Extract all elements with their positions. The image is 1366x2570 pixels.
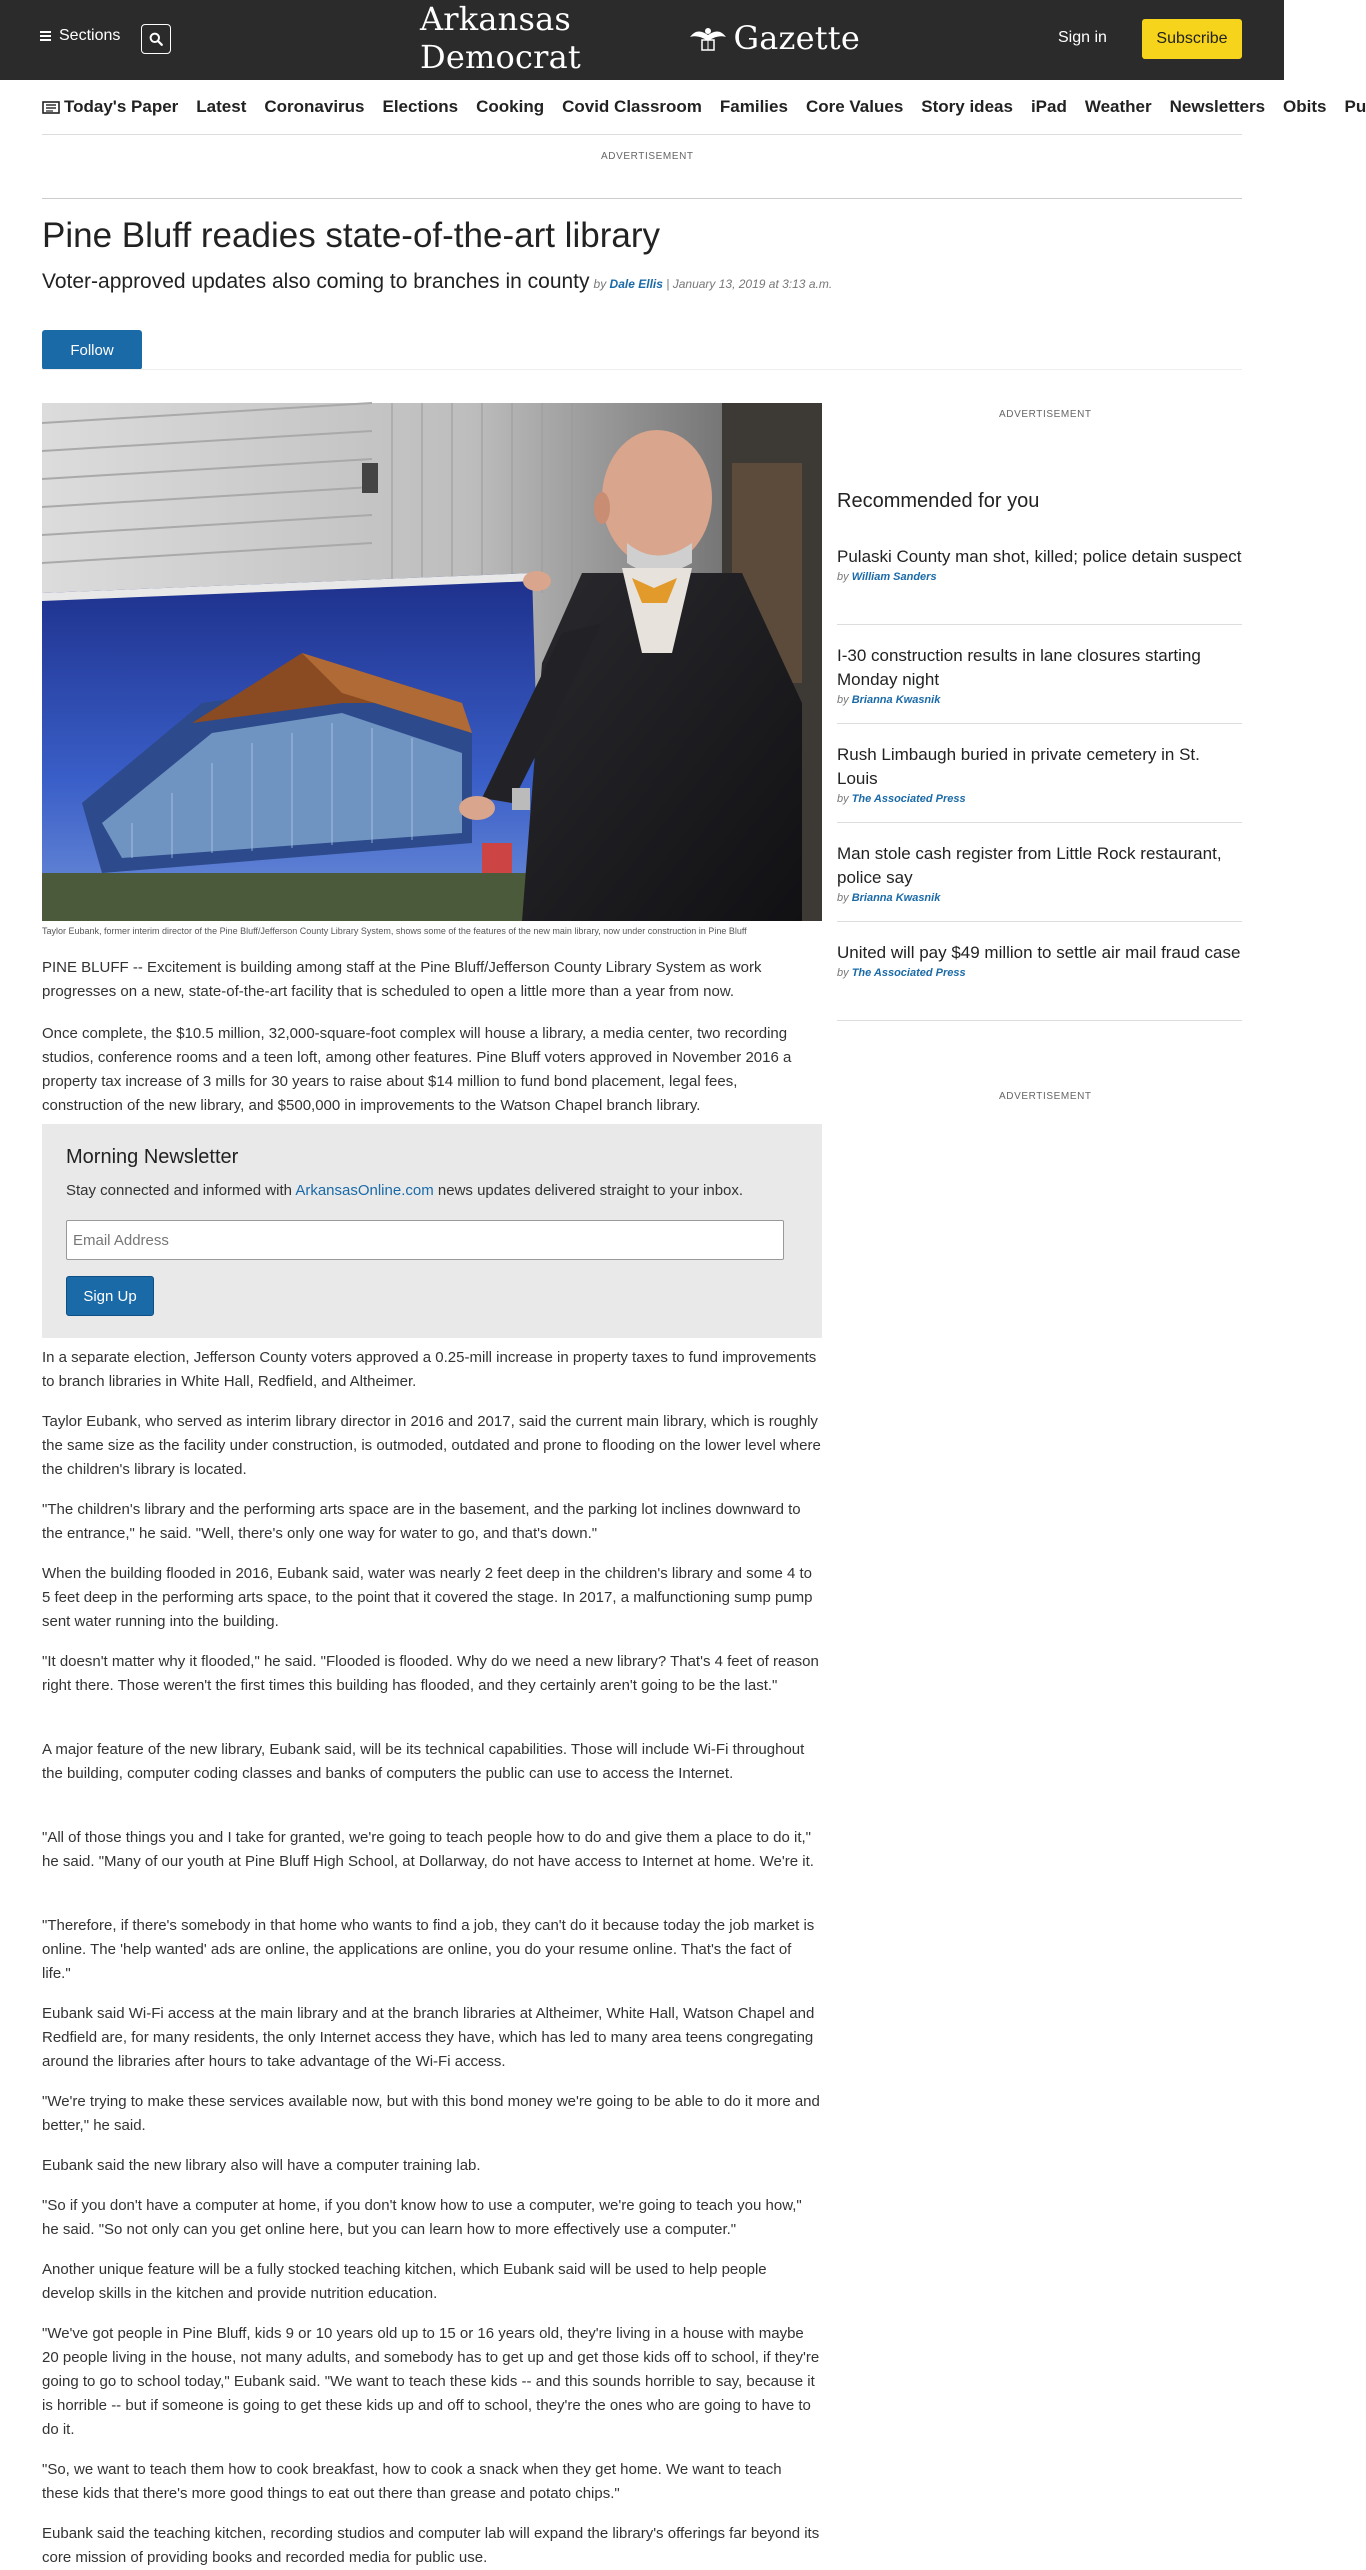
nav-item[interactable] <box>1283 97 1326 117</box>
article-paragraph: "We're trying to make these services available now, but with this bond money we're going to be able to do it more and better," he said. <box>42 2090 822 2138</box>
article-paragraph: "The children's library and the performing arts space are in the basement, and the parking lot inclines downward to the entrance," he said. "Well, there's only one way for water to go, and that's down." <box>42 1498 822 1546</box>
recommended-item-title[interactable]: I-30 construction results in lane closures starting Monday night <box>837 644 1242 692</box>
recommended-item[interactable] <box>837 743 1242 823</box>
nav-item[interactable] <box>1345 97 1366 117</box>
newsletter-signup <box>42 1124 822 1338</box>
by-prefix: by <box>837 967 849 979</box>
site-logo[interactable] <box>420 16 860 60</box>
article-paragraph: Taylor Eubank, who served as interim library director in 2016 and 2017, said the current main library, which is roughly the same size as the facility under construction, is outmoded, outdated and prone to flooding on the lower level where the children's library is located. <box>42 1410 822 1482</box>
logo-text-left: Arkansas Democrat <box>420 0 682 76</box>
nav-item-label: Latest <box>196 97 246 117</box>
hamburger-icon <box>40 31 51 41</box>
article-paragraph: "So, we want to teach them how to cook breakfast, how to cook a snack when they get home. We want to teach these kids that there's more good things to eat out there than grease and potato chips." <box>42 2458 822 2506</box>
article-paragraph: A major feature of the new library, Eubank said, will be its technical capabilities. Those will include Wi-Fi throughout the building, computer coding classes and banks of computers the public can use to access the Internet. <box>42 1738 822 1786</box>
newsletter-desc-suffix: news updates delivered straight to your inbox. <box>434 1182 743 1199</box>
sections-menu-button[interactable] <box>40 27 120 45</box>
nav-item[interactable] <box>196 97 246 117</box>
recommended-title: Recommended for you <box>837 490 1039 513</box>
recommended-item[interactable] <box>837 941 1242 1021</box>
sign-in-link[interactable]: Sign in <box>1058 29 1107 47</box>
article-date: | January 13, 2019 at 3:13 a.m. <box>666 277 832 291</box>
nav-item-label: Pu <box>1345 97 1366 117</box>
nav-item[interactable] <box>1031 97 1067 117</box>
sign-up-button[interactable]: Sign Up <box>66 1276 154 1316</box>
by-prefix: by <box>837 793 849 805</box>
newsletter-desc-prefix: Stay connected and informed with <box>66 1182 295 1199</box>
recommended-item-author[interactable]: William Sanders <box>852 571 937 583</box>
nav-item[interactable] <box>806 97 903 117</box>
recommended-item-author[interactable]: The Associated Press <box>852 967 966 979</box>
article-headline: Pine Bluff readies state-of-the-art library <box>42 216 660 256</box>
recommended-item[interactable] <box>837 842 1242 922</box>
article-paragraph: PINE BLUFF -- Excitement is building among staff at the Pine Bluff/Jefferson County Library System as work progresses on a new, state-of-the-art facility that is scheduled to open a little more than a year from now. <box>42 956 822 1004</box>
subscribe-button[interactable]: Subscribe <box>1142 19 1242 59</box>
newsletter-description <box>66 1182 743 1199</box>
article-subhead: Voter-approved updates also coming to branches in county <box>42 270 590 294</box>
library-rendering-photo <box>42 403 822 921</box>
nav-item-label: Obits <box>1283 97 1326 117</box>
nav-item-label: Cooking <box>476 97 544 117</box>
article-paragraph: When the building flooded in 2016, Eubank said, water was nearly 2 feet deep in the children's library and some 4 to 5 feet deep in the performing arts space, to the point that it covered the stage. In 2017, a malfunctioning sump pump sent water running into the building. <box>42 1562 822 1634</box>
nav-item[interactable] <box>720 97 788 117</box>
search-icon <box>149 32 163 46</box>
article-paragraph: "We've got people in Pine Bluff, kids 9 or 10 years old up to 15 or 16 years old, they're living in a house with maybe 20 people living in the house, not many adults, and somebody has to get up and get those kids off to school, if they're going to go to school today," Eubank said. "We want to teach these kids -- and this sounds horrible to say, because it is horrible -- but if someone is going to get these kids up and off to school, they're the ones who are going to have to do it. <box>42 2322 822 2442</box>
ad-label-sidebar: ADVERTISEMENT <box>999 409 1092 420</box>
nav-item[interactable] <box>1170 97 1265 117</box>
arkansasonline-link[interactable]: ArkansasOnline.com <box>295 1182 433 1199</box>
article-paragraph: "All of those things you and I take for granted, we're going to teach people how to do and give them a place to do it," he said. "Many of our youth at Pine Bluff High School, at Dollarway, do not have access to Internet at home. We're it. <box>42 1826 822 1874</box>
byline-prefix: by <box>594 277 607 291</box>
ad-divider <box>42 198 1242 199</box>
logo-text-right: Gazette <box>734 19 861 57</box>
nav-item-label: Newsletters <box>1170 97 1265 117</box>
article-photo <box>42 403 822 921</box>
article-paragraph: "Therefore, if there's somebody in that home who wants to find a job, they can't do it because today the job market is online. The 'help wanted' ads are online, the applications are online, you do your resume online. That's the fact of life." <box>42 1914 822 1986</box>
nav-item[interactable] <box>264 97 364 117</box>
recommended-item-author[interactable]: The Associated Press <box>852 793 966 805</box>
article-paragraph: Another unique feature will be a fully stocked teaching kitchen, which Eubank said will be used to help people develop skills in the kitchen and provide nutrition education. <box>42 2258 822 2306</box>
nav-item[interactable] <box>562 97 702 117</box>
nav-item[interactable] <box>383 97 459 117</box>
nav-item[interactable] <box>921 97 1013 117</box>
by-prefix: by <box>837 892 849 904</box>
email-field[interactable] <box>66 1220 784 1260</box>
author-link[interactable]: Dale Ellis <box>610 277 663 291</box>
recommended-item-byline <box>837 892 1242 904</box>
recommended-item-byline <box>837 793 1242 805</box>
nav-item[interactable] <box>42 97 178 117</box>
by-prefix: by <box>837 694 849 706</box>
follow-button[interactable]: Follow <box>42 330 142 370</box>
article-paragraph: In a separate election, Jefferson County voters approved a 0.25-mill increase in property taxes to fund improvements to branch libraries in White Hall, Redfield, and Altheimer. <box>42 1346 822 1394</box>
masthead <box>0 0 1284 80</box>
photo-caption: Taylor Eubank, former interim director of the Pine Bluff/Jefferson County Library System, shows some of the features of the new main library, now under construction in Pine Bluff <box>42 926 822 936</box>
article-paragraph: Once complete, the $10.5 million, 32,000-square-foot complex will house a library, a media center, two recording studios, conference rooms and a teen loft, among other features. Pine Bluff voters approved in November 2016 a property tax increase of 3 mills for 30 years to raise about $14 million to fund bond placement, legal fees, construction of the new library, and $500,000 in improvements to the Watson Chapel branch library. <box>42 1022 822 1118</box>
nav-item-label: Core Values <box>806 97 903 117</box>
article-paragraph: Eubank said the new library also will have a computer training lab. <box>42 2154 822 2178</box>
article-paragraph: Eubank said the teaching kitchen, recording studios and computer lab will expand the library's offerings far beyond its core mission of providing books and recorded media for public use. <box>42 2522 822 2570</box>
nav-item-label: Covid Classroom <box>562 97 702 117</box>
ad-label-sidebar-bottom: ADVERTISEMENT <box>999 1091 1092 1102</box>
nav-item[interactable] <box>1085 97 1152 117</box>
nav-divider <box>42 134 1242 135</box>
by-prefix: by <box>837 571 849 583</box>
recommended-item-title[interactable]: Rush Limbaugh buried in private cemetery in St. Louis <box>837 743 1242 791</box>
article-paragraph: "It doesn't matter why it flooded," he said. "Flooded is flooded. Why do we need a new library? That's 4 feet of reason right there. Those weren't the first times this building has flooded, and they certainly aren't going to be the last." <box>42 1650 822 1698</box>
eagle-emblem-icon <box>688 23 728 53</box>
search-button[interactable] <box>141 24 171 54</box>
ad-label-top: ADVERTISEMENT <box>601 151 694 162</box>
recommended-item-author[interactable]: Brianna Kwasnik <box>852 892 941 904</box>
nav-item-label: iPad <box>1031 97 1067 117</box>
article-paragraph: Eubank said Wi-Fi access at the main library and at the branch libraries at Altheimer, White Hall, Watson Chapel and Redfield are, for many residents, the only Internet access they have, which has led to many area teens congregating around the libraries after hours to take advantage of the Wi-Fi access. <box>42 2002 822 2074</box>
recommended-item[interactable] <box>837 545 1242 625</box>
nav-item-label: Families <box>720 97 788 117</box>
header-divider <box>42 369 1242 370</box>
nav-item-label: Story ideas <box>921 97 1013 117</box>
nav-item-label: Weather <box>1085 97 1152 117</box>
article-byline <box>594 277 833 291</box>
sections-label: Sections <box>59 27 120 45</box>
article-subline <box>42 270 832 294</box>
recommended-item-byline <box>837 694 1242 706</box>
newsletter-title: Morning Newsletter <box>66 1146 238 1169</box>
recommended-item-author[interactable]: Brianna Kwasnik <box>852 694 941 706</box>
recommended-item-byline <box>837 571 1242 583</box>
recommended-item-byline <box>837 967 1242 979</box>
recommended-item-title[interactable]: Pulaski County man shot, killed; police detain suspect <box>837 545 1242 569</box>
nav-item-label: Today's Paper <box>64 97 178 117</box>
recommended-item-title[interactable]: United will pay $49 million to settle air mail fraud case <box>837 941 1242 965</box>
nav-item[interactable] <box>476 97 544 117</box>
recommended-item[interactable] <box>837 644 1242 724</box>
article-paragraph: "So if you don't have a computer at home, if you don't know how to use a computer, we're going to teach you how," he said. "So not only can you get online here, but you can learn how to more effectively use a computer." <box>42 2194 822 2242</box>
newspaper-icon <box>42 101 60 114</box>
nav-item-label: Elections <box>383 97 459 117</box>
primary-nav <box>42 94 1284 120</box>
nav-item-label: Coronavirus <box>264 97 364 117</box>
recommended-item-title[interactable]: Man stole cash register from Little Rock restaurant, police say <box>837 842 1242 890</box>
